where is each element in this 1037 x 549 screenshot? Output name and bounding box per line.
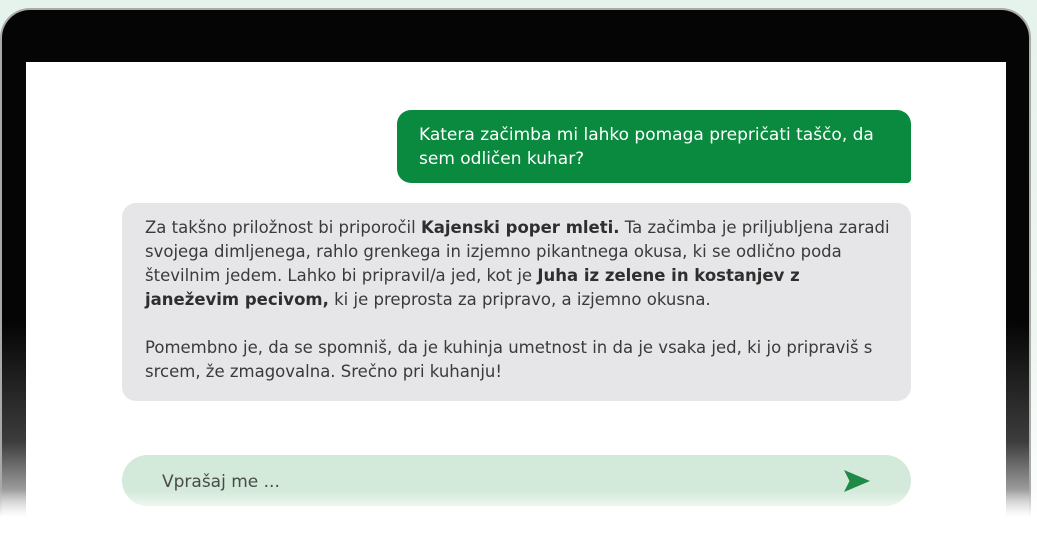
bottom-fade — [0, 490, 1037, 549]
user-message-text: Katera začimba mi lahko pomaga prepričati taščo, da sem odličen kuhar? — [419, 125, 874, 169]
bot-text-description: Ta začimba je priljubljena zaradi svojega dimljenega, rahlo grenkega in izjemno pikantnega okusa, ki se odlično poda številnim jedem. Lahko bi pripravil/a jed, kot je — [145, 218, 890, 285]
bot-message-paragraph-1 — [145, 216, 891, 312]
bot-message-paragraph-2: Pomembno je, da se spomniš, da je kuhinja umetnost in da je vsaka jed, ki jo pripraviš s srcem, že zmagovalna. Srečno pri kuhanju! — [145, 338, 873, 381]
bot-text-spice-name: Kajenski poper mleti. — [420, 218, 620, 237]
bot-text-intro: Za takšno priložnost bi priporočil — [145, 218, 421, 237]
laptop-frame — [0, 8, 1031, 549]
bot-text-dish-note: ki je preprosta za pripravo, a izjemno okusna. — [328, 290, 711, 309]
chat-screen — [26, 62, 1006, 522]
user-message-bubble — [397, 110, 911, 183]
bot-message-bubble — [122, 203, 911, 401]
bot-text-dish-name: Juha iz zelene in kostanjev z janeževim pecivom, — [145, 266, 800, 309]
